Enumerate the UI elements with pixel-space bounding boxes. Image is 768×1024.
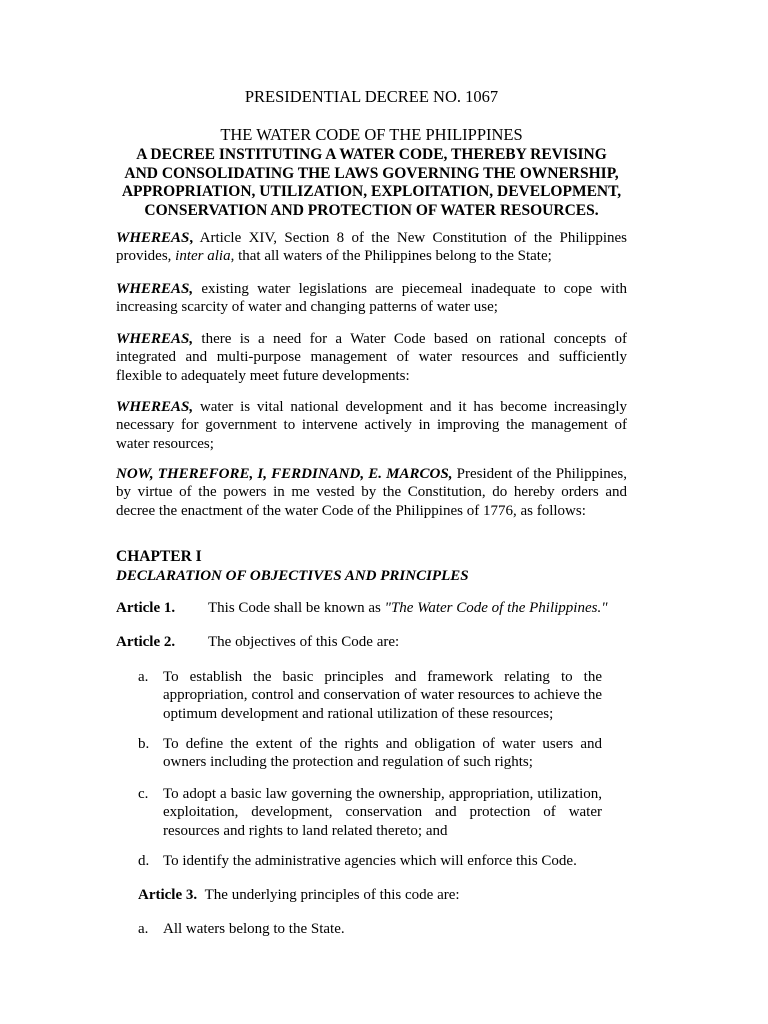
now-therefore-paragraph [116, 465, 627, 520]
article-3 [138, 886, 658, 904]
article-2 [116, 633, 636, 651]
list-item [138, 852, 602, 870]
code-title: THE WATER CODE OF THE PHILIPPINES [220, 125, 523, 144]
decree-heading-line: AND CONSOLIDATING THE LAWS GOVERNING THE OWNERSHIP, [124, 164, 619, 182]
list-marker: b. [138, 736, 150, 752]
list-item-text: To adopt a basic law governing the ownership, appropriation, utilization, exploitation, development, conservation and protection of water resources and rights to land related thereto; and [163, 786, 602, 839]
article-1 [116, 599, 636, 617]
decree-heading-line: APPROPRIATION, UTILIZATION, EXPLOITATION, DEVELOPMENT, [121, 183, 622, 200]
decree-heading-line: CONSERVATION AND PROTECTION OF WATER RESOURCES. [144, 201, 599, 219]
whereas-paragraph-1 [116, 229, 627, 266]
whereas-paragraph-4 [116, 398, 627, 453]
whereas-lead: WHEREAS [116, 230, 190, 246]
list-marker: a. [138, 669, 149, 685]
list-item [138, 920, 602, 938]
article-label: Article 3. [138, 887, 198, 903]
whereas-comma: , [189, 230, 194, 246]
list-item [138, 735, 602, 772]
whereas-lead: WHEREAS, [116, 331, 194, 347]
list-marker: d. [138, 853, 150, 869]
article-text: The objectives of this Code are: [208, 634, 400, 650]
whereas-paragraph-3 [116, 330, 627, 385]
list-item-text: To establish the basic principles and framework relating to the appropriation, control and conservation of water resources to achieve the optimum development and rational utilization of these resources; [163, 669, 602, 722]
article-text: This Code shall be known as [208, 600, 385, 616]
list-item-text: To identify the administrative agencies which will enforce this Code. [163, 853, 577, 869]
chapter-subheading: DECLARATION OF OBJECTIVES AND PRINCIPLES [116, 568, 469, 584]
decree-title: PRESIDENTIAL DECREE NO. 1067 [244, 87, 499, 106]
article-text: The underlying principles of this code are: [204, 887, 460, 903]
whereas-text: there is a need for a Water Code based on rational concepts of integrated and multi-purpose management of water resources and sufficiently flexible to adequately meet future developments: [116, 331, 627, 384]
list-marker: a. [138, 921, 149, 937]
whereas-text: Article XIV, Section 8 of the New Constitution of the Philippines provides, [116, 230, 627, 265]
list-item [138, 668, 602, 723]
article-label: Article 1. [116, 600, 176, 616]
whereas-text: existing water legislations are piecemeal inadequate to cope with increasing scarcity of water and changing patterns of water use; [116, 281, 627, 316]
list-marker: c. [138, 786, 149, 802]
list-item [138, 785, 602, 840]
list-item-text: To define the extent of the rights and obligation of water users and owners including the protection and regulation of such rights; [163, 736, 602, 771]
now-therefore-lead: NOW, THEREFORE, I, FERDINAND, E. MARCOS, [116, 466, 453, 482]
whereas-italic: inter alia [175, 248, 231, 265]
whereas-lead: WHEREAS, [116, 399, 194, 415]
now-therefore-text: President of the Philippines, by virtue of the powers in me vested by the Constitution, do hereby orders and decree the enactment of the water Code of the Philippines of 1776, as follows: [116, 466, 628, 519]
whereas-paragraph-2 [116, 280, 627, 317]
whereas-lead: WHEREAS, [116, 281, 194, 297]
whereas-text: , that all waters of the Philippines belong to the State; [230, 248, 552, 265]
list-item-text: All waters belong to the State. [163, 921, 345, 937]
decree-heading-line: A DECREE INSTITUTING A WATER CODE, THEREBY REVISING [136, 146, 607, 163]
article-label: Article 2. [116, 634, 176, 650]
chapter-heading: CHAPTER I [116, 548, 202, 565]
decree-heading [116, 146, 627, 220]
whereas-text: water is vital national development and it has become increasingly necessary for government to intervene actively in improving the management of water resources; [116, 399, 627, 452]
article-quote: "The Water Code of the Philippines." [384, 600, 608, 616]
